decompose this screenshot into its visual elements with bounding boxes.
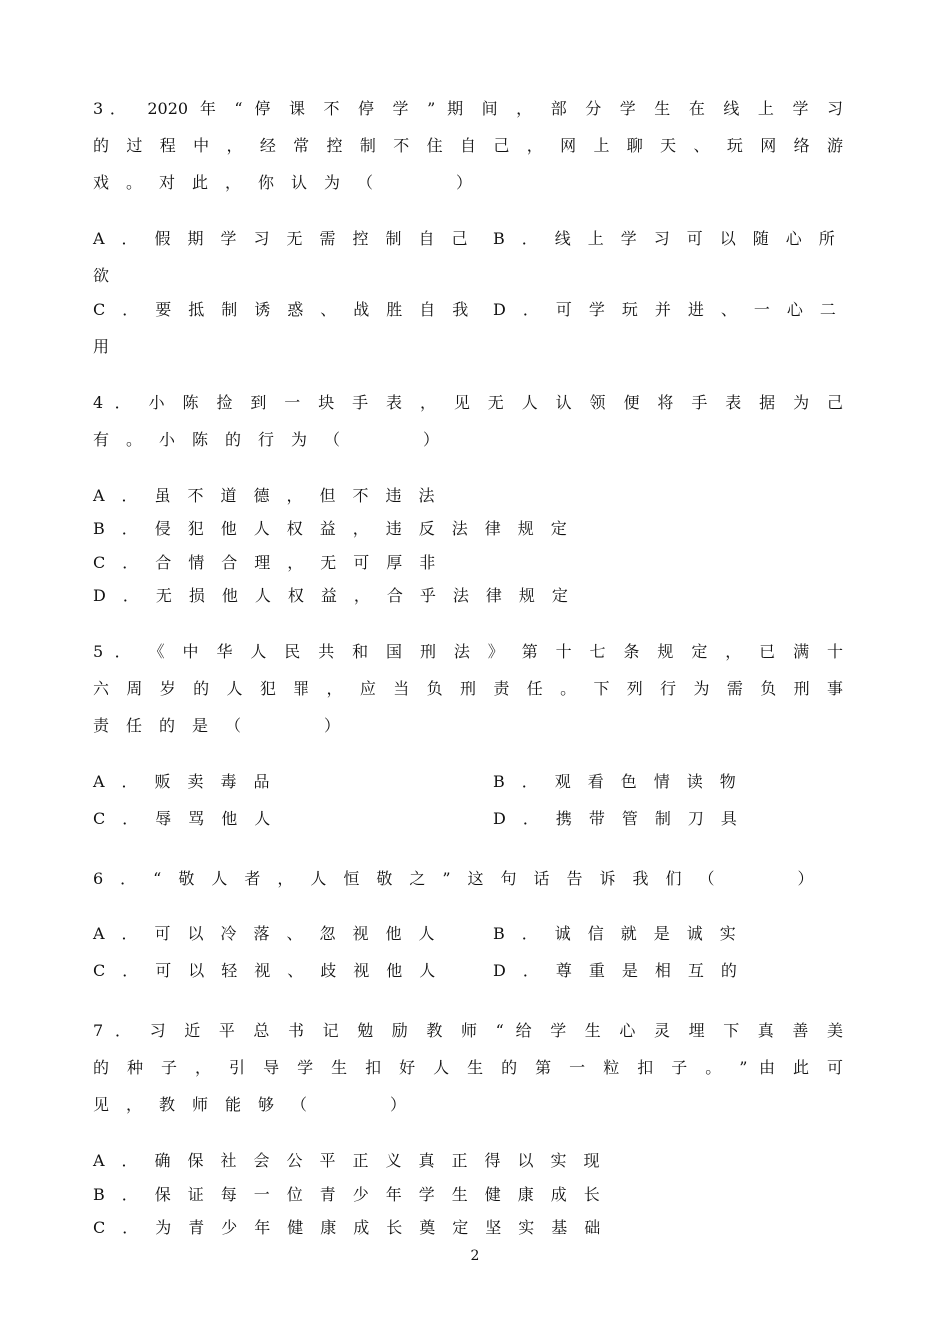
q5-option-d: D．携带管制刀具 — [493, 809, 754, 828]
q7-line-3: 见，教师能够（ ） — [93, 1095, 424, 1114]
q6-option-c: C．可以轻视、歧视他人 — [93, 961, 453, 980]
q3-line-3: 戏。对此，你认为（ ） — [93, 173, 490, 192]
q7-option-c: C．为青少年健康成长奠定坚实基础 — [93, 1218, 618, 1237]
q4-option-a: A．虽不道德，但不违法 — [93, 486, 452, 505]
q5-line-2: 六 周 岁 的 人 犯 罪 ， 应 当 负 刑 责 任 。 下 列 行 为 需 负 刑 事 — [93, 679, 843, 698]
q7-option-a: A．确保社会公平正义真正得以实现 — [93, 1151, 617, 1170]
q3-line-2: 的 过 程 中 ， 经 常 控 制 不 住 自 己 ， 网 上 聊 天 、 玩 网 络 游 — [93, 136, 843, 155]
q7-line-1: 7 ． 习 近 平 总 书 记 勉 励 教 师 “ 给 学 生 心 灵 埋 下 真 善 美 — [93, 1021, 843, 1040]
q3-option-a: A．假期学习无需控制自己 — [93, 229, 485, 248]
page-number: 2 — [470, 1248, 480, 1264]
q6-line-1: 6．“敬人者，人恒敬之”这句话告诉我们（ ） — [93, 869, 831, 888]
q3-option-b-wrap: 欲 — [93, 266, 127, 285]
q7-line-2: 的 种 子 ， 引 导 学 生 扣 好 人 生 的 第 一 粒 扣 子 。 ” 由 此 可 — [93, 1058, 843, 1077]
q5-option-b: B．观看色情读物 — [493, 772, 753, 791]
q4-line-1: 4 ． 小 陈 捡 到 一 块 手 表 ， 见 无 人 认 领 便 将 手 表 据 为 己 — [93, 393, 843, 412]
q3-option-b: B．线上学习可以随心所 — [493, 229, 852, 248]
q6-option-b: B．诚信就是诚实 — [493, 924, 753, 943]
q4-option-c: C．合情合理，无可厚非 — [93, 553, 453, 572]
q6-option-d: D．尊重是相互的 — [493, 961, 754, 980]
q7-option-b: B．保证每一位青少年学生健康成长 — [93, 1185, 617, 1204]
q4-line-2: 有。小陈的行为（ ） — [93, 430, 457, 449]
q4-option-d: D．无损他人权益，合乎法律规定 — [93, 586, 585, 605]
q6-option-a: A．可以冷落、忽视他人 — [93, 924, 452, 943]
q5-option-a: A．贩卖毒品 — [93, 772, 287, 791]
q3-option-d: D．可学玩并进、一心二 — [493, 300, 853, 319]
q3-line-1: 3． 2020 年 “ 停 课 不 停 学 ” 期 间 ， 部 分 学 生 在 线 上 学 习 — [93, 99, 843, 118]
q3-option-c: C．要抵制诱惑、战胜自我 — [93, 300, 486, 319]
q4-option-b: B．侵犯他人权益，违反法律规定 — [93, 519, 584, 538]
q5-line-3: 责任的是（ ） — [93, 716, 358, 735]
q5-option-c: C．辱骂他人 — [93, 809, 288, 828]
q3-option-d-wrap: 用 — [93, 337, 127, 356]
q5-line-1: 5 ． 《 中 华 人 民 共 和 国 刑 法 》 第 十 七 条 规 定 ， 已 满 十 — [93, 642, 843, 661]
